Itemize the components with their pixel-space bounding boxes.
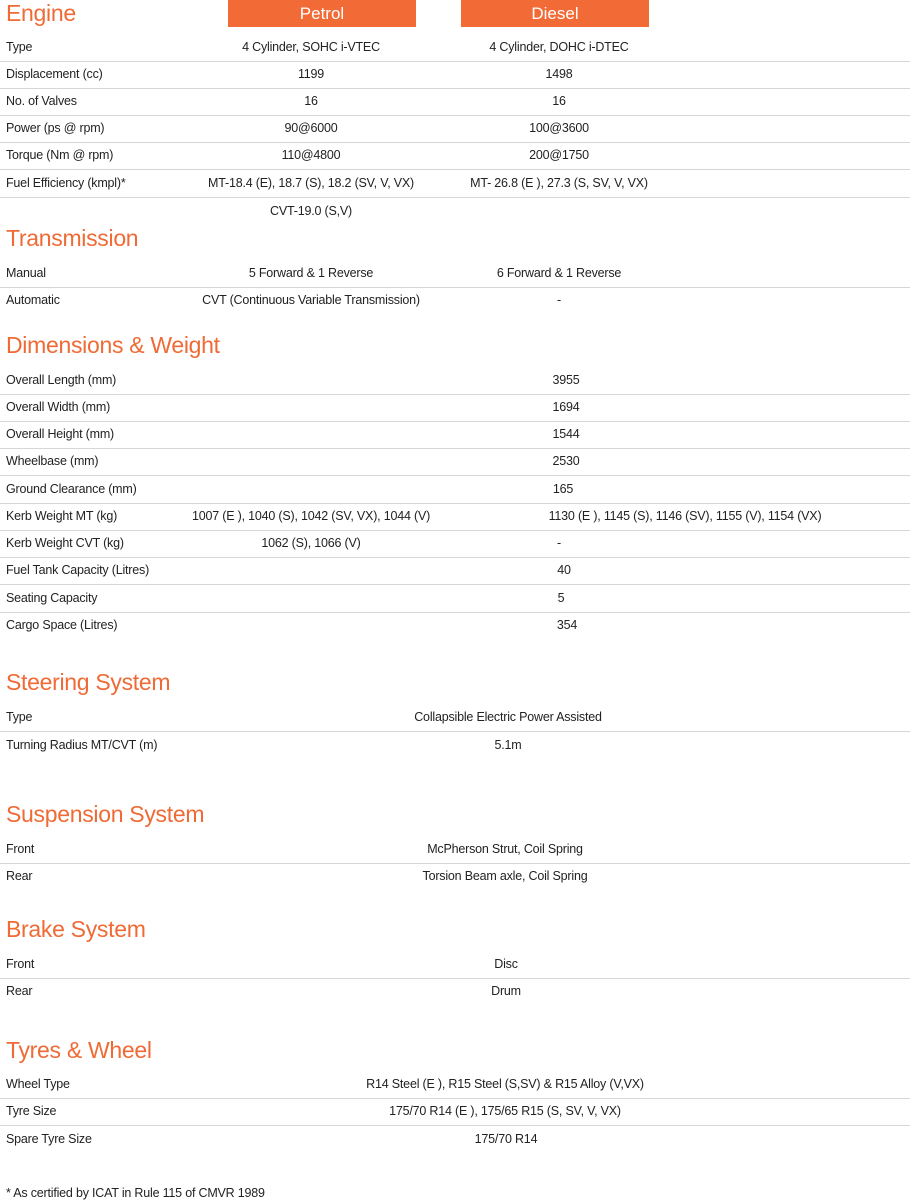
row-label: Power (ps @ rpm) — [6, 121, 105, 135]
table-row — [0, 951, 910, 979]
footnote: * As certified by ICAT in Rule 115 of CMVR 1989 — [6, 1186, 265, 1200]
petrol-value: 90@6000 — [284, 121, 338, 135]
row-label: Overall Length (mm) — [6, 373, 117, 387]
table-row — [0, 1098, 910, 1126]
row-label: Torque (Nm @ rpm) — [6, 148, 114, 162]
row-label: Rear — [6, 869, 33, 883]
steering-section-title: Steering System — [6, 669, 171, 695]
suspension-section-title: Suspension System — [6, 801, 205, 827]
value: 40 — [557, 563, 571, 577]
table-row — [0, 287, 910, 314]
table-row — [0, 88, 910, 116]
diesel-value: 100@3600 — [529, 121, 589, 135]
table-row — [0, 978, 910, 1005]
value: McPherson Strut, Coil Spring — [427, 842, 583, 856]
row-label: Spare Tyre Size — [6, 1132, 92, 1146]
value: 175/70 R14 — [474, 1132, 538, 1146]
row-label: Rear — [6, 984, 33, 998]
value: 165 — [552, 482, 574, 496]
row-label: Tyre Size — [6, 1104, 57, 1118]
brake-section-title: Brake System — [6, 916, 146, 942]
petrol-value: CVT (Continuous Variable Transmission) — [202, 293, 420, 307]
transmission-section-title: Transmission — [6, 225, 139, 251]
row-label: Front — [6, 957, 35, 971]
value: 354 — [556, 618, 578, 632]
table-row — [0, 448, 910, 476]
petrol-column-header: Petrol — [228, 0, 416, 27]
table-row — [0, 367, 910, 395]
row-label: Displacement (cc) — [6, 67, 103, 81]
table-row — [0, 61, 910, 89]
value: 5 — [557, 591, 565, 605]
row-label: Fuel Efficiency (kmpl)* — [6, 176, 126, 190]
row-label: Type — [6, 40, 33, 54]
value: 1694 — [552, 400, 580, 414]
petrol-value: 110@4800 — [281, 148, 341, 162]
table-row — [0, 142, 910, 170]
diesel-value: 6 Forward & 1 Reverse — [496, 266, 622, 280]
petrol-value: 1007 (E ), 1040 (S), 1042 (SV, VX), 1044 (V) — [191, 509, 431, 523]
row-label: Kerb Weight CVT (kg) — [6, 536, 124, 550]
dimensions-section-title: Dimensions & Weight — [6, 332, 220, 358]
petrol-value: 1062 (S), 1066 (V) — [261, 536, 361, 550]
row-label: Kerb Weight MT (kg) — [6, 509, 118, 523]
diesel-value: 4 Cylinder, DOHC i-DTEC — [489, 40, 629, 54]
table-row — [0, 530, 910, 558]
table-row — [0, 1126, 910, 1153]
table-row — [0, 34, 910, 62]
diesel-value: 200@1750 — [529, 148, 589, 162]
row-label: No. of Valves — [6, 94, 77, 108]
row-label: Front — [6, 842, 35, 856]
petrol-value: 1199 — [297, 67, 325, 81]
row-label: Type — [6, 710, 33, 724]
row-label: Overall Width (mm) — [6, 400, 111, 414]
diesel-value: MT- 26.8 (E ), 27.3 (S, SV, V, VX) — [470, 176, 648, 190]
diesel-value: 1498 — [545, 67, 573, 81]
petrol-value: 16 — [304, 94, 318, 108]
value: R14 Steel (E ), R15 Steel (S,SV) & R15 Alloy (V,VX) — [366, 1077, 644, 1091]
table-row — [0, 732, 910, 759]
row-label: Automatic — [6, 293, 60, 307]
row-label: Wheel Type — [6, 1077, 70, 1091]
row-label: Wheelbase (mm) — [6, 454, 99, 468]
table-row — [0, 585, 910, 613]
value: Disc — [494, 957, 518, 971]
value: 175/70 R14 (E ), 175/65 R15 (S, SV, V, VX) — [389, 1104, 621, 1118]
table-row — [0, 1071, 910, 1099]
diesel-value: - — [557, 293, 561, 307]
table-row — [0, 476, 910, 504]
table-row — [0, 612, 910, 639]
diesel-value: - — [557, 536, 561, 550]
table-row — [0, 421, 910, 449]
petrol-value: 5 Forward & 1 Reverse — [248, 266, 374, 280]
row-label: Fuel Tank Capacity (Litres) — [6, 563, 150, 577]
row-label: Ground Clearance (mm) — [6, 482, 137, 496]
diesel-column-header: Diesel — [461, 0, 649, 27]
petrol-value: MT-18.4 (E), 18.7 (S), 18.2 (SV, V, VX) — [208, 176, 414, 190]
table-row — [0, 260, 910, 288]
row-label: Cargo Space (Litres) — [6, 618, 118, 632]
table-row — [0, 503, 910, 531]
table-row — [0, 557, 910, 585]
value: Torsion Beam axle, Coil Spring — [422, 869, 588, 883]
row-label: Manual — [6, 266, 46, 280]
value: 1544 — [552, 427, 580, 441]
petrol-value: 4 Cylinder, SOHC i-VTEC — [242, 40, 380, 54]
value: Drum — [491, 984, 521, 998]
table-row — [0, 115, 910, 143]
value: 2530 — [552, 454, 580, 468]
row-label: Turning Radius MT/CVT (m) — [6, 738, 158, 752]
diesel-value: 1130 (E ), 1145 (S), 1146 (SV), 1155 (V), 1154 (VX) — [548, 509, 822, 523]
table-row — [0, 836, 910, 864]
table-row — [0, 704, 910, 732]
table-row — [0, 198, 910, 225]
petrol-cvt-fuel-value: CVT-19.0 (S,V) — [270, 204, 352, 218]
table-row — [0, 394, 910, 422]
value: Collapsible Electric Power Assisted — [414, 710, 602, 724]
value: 5.1m — [494, 738, 522, 752]
row-label: Seating Capacity — [6, 591, 98, 605]
engine-section-title: Engine — [6, 0, 76, 26]
value: 3955 — [552, 373, 580, 387]
row-label: Overall Height (mm) — [6, 427, 115, 441]
table-row — [0, 863, 910, 890]
diesel-value: 16 — [552, 94, 566, 108]
tyres-section-title: Tyres & Wheel — [6, 1037, 152, 1063]
table-row — [0, 170, 910, 198]
